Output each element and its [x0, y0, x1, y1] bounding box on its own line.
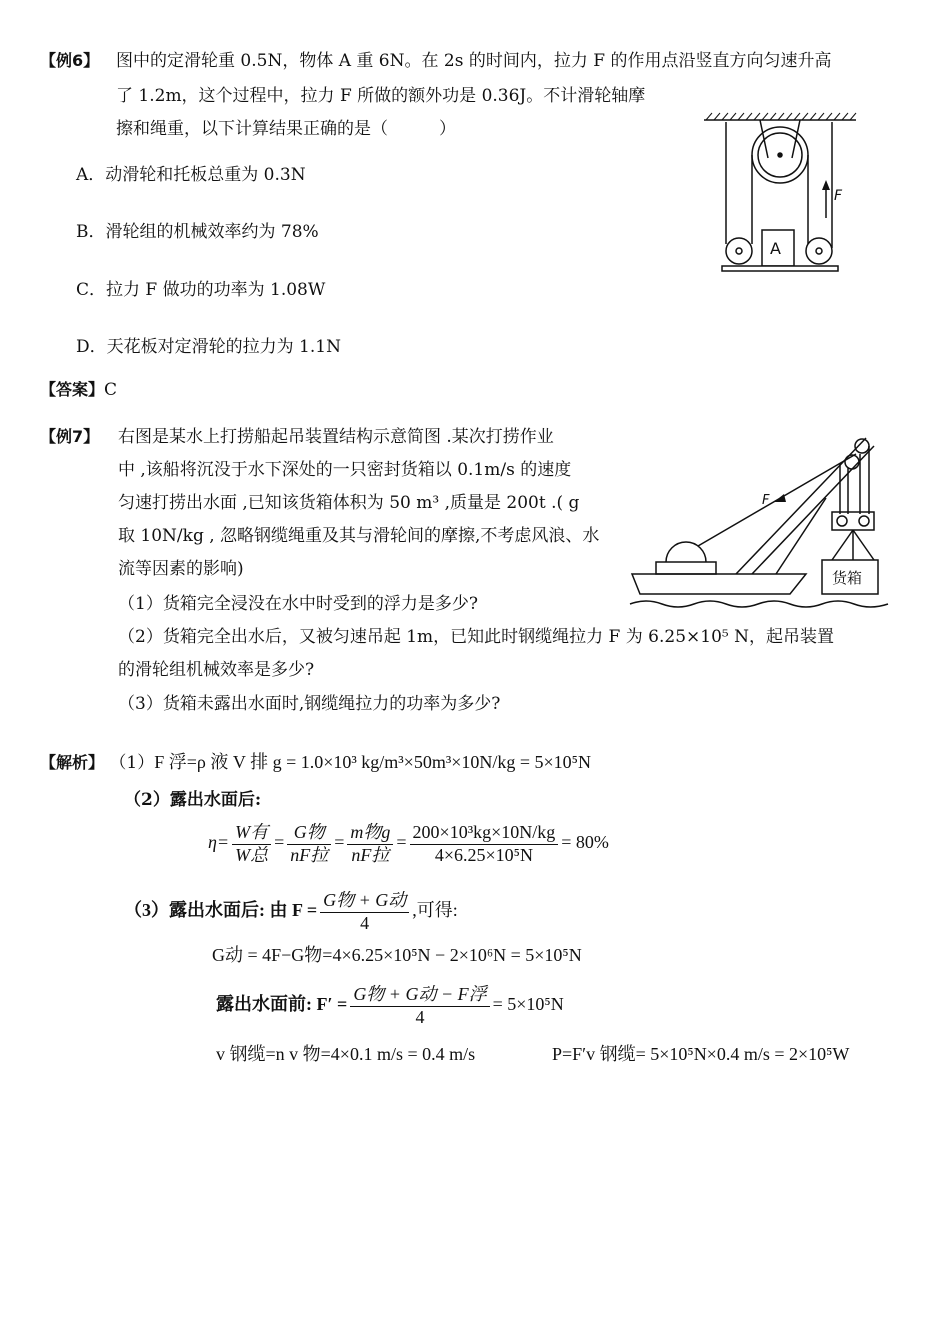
option-a: A．动滑轮和托板总重为 0.3N	[76, 165, 306, 185]
eta-rhs: = 80%	[561, 832, 609, 853]
fraction-values: $\frac{\text{200×10³kg×10N/kg}}{\text{4×6.25×10⁵N}}$	[410, 822, 559, 866]
answer-line	[40, 380, 117, 400]
option-c: C．拉力 F 做功的功率为 1.08W	[76, 280, 326, 300]
answer-tag: 【答案】	[40, 380, 105, 399]
fraction-g: $\frac{\text{G物}}{\text{nF拉}}$	[287, 822, 331, 866]
force-arrow-head	[822, 180, 830, 190]
example7-line2: 中 ,该船将沉没于水下深处的一只密封货箱以 0.1m/s 的速度	[118, 460, 572, 480]
solution-tag: 【解析】	[40, 753, 105, 772]
fraction-mg: $\frac{\text{m物g}}{\text{nF拉}}$	[347, 822, 393, 866]
movable-pulley-right	[806, 238, 832, 264]
fixed-pulley-axle	[778, 153, 782, 157]
answer-value: C	[104, 380, 118, 400]
question-2-line2: 的滑轮组机械效率是多少?	[118, 660, 315, 680]
movable-pulley-left	[726, 238, 752, 264]
tray	[722, 266, 838, 271]
example6-line3: 擦和绳重，以下计算结果正确的是（ ）	[116, 119, 456, 139]
eta-lhs: η=	[208, 832, 230, 853]
question-3: （3）货箱未露出水面时,钢缆绳拉力的功率为多少?	[118, 694, 501, 714]
solution-line1	[40, 752, 591, 774]
question-2-line1: （2）货箱完全出水后，又被匀速吊起 1m，已知此时钢缆绳拉力 F 为 6.25×10⁵ N，起吊装置	[118, 627, 834, 647]
fraction-f-prime: $\frac{\text{G物 + G动 − F浮}}{4}$	[350, 984, 489, 1028]
pulley-system-figure	[700, 108, 860, 276]
movable-pulley-right-axle	[816, 248, 822, 254]
before-prefix: 露出水面前: F′ =	[216, 994, 348, 1015]
fraction-f: $\frac{\text{G物 + G动}}{4}$	[320, 890, 409, 934]
efficiency-formula: η= $\frac{\text{W有}}{\text{W总}}$ = $\frac{\text{G物}}{\text{nF拉}}$ = $\frac{\text{m物g}}{\text{nF拉}}$ = $\frac{\text{200×10³kg×10N/kg}}{\text{4×6.25×10⁵N}}$ = 80%	[208, 822, 609, 865]
velocity-formula: v 钢缆=n v 物=4×0.1 m/s = 0.4 m/s	[216, 1044, 476, 1064]
winch-base	[656, 562, 716, 574]
fraction-w: $\frac{\text{W有}}{\text{W总}}$	[232, 822, 271, 866]
solution-p3-suffix: ,可得:	[412, 900, 458, 921]
example7-line3: 匀速打捞出水面 ,已知该货箱体积为 50 m³ ,质量是 200t .( g	[118, 493, 580, 513]
salvage-crane-figure	[626, 428, 898, 612]
example6-tag: 【例6】	[40, 51, 100, 70]
question-1: （1）货箱完全浸没在水中时受到的浮力是多少?	[118, 594, 478, 614]
solution-p1-prefix: （1）	[109, 753, 155, 773]
water-wave	[630, 601, 888, 607]
g-dong-formula: G动 = 4F−G物=4×6.25×10⁵N − 2×10⁶N = 5×10⁵N	[212, 945, 582, 965]
lower-pulley-2	[859, 516, 869, 526]
example6-line2: 了 1.2m，这个过程中，拉力 F 所做的额外功是 0.36J。不计滑轮轴摩	[116, 86, 646, 106]
buoyancy-formula: F 浮=ρ 液 V 排 g = 1.0×10³ kg/m³×50m³×10N/kg = 5×10⁵N	[154, 752, 591, 772]
solution-p3-prefix: （3）露出水面后: 由 F =	[124, 900, 318, 921]
cargo-box-label: 货箱	[832, 569, 863, 587]
sling-left	[832, 530, 853, 560]
example6-line1: 图中的定滑轮重 0.5N，物体 A 重 6N。在 2s 的时间内，拉力 F 的作用点沿竖直方向匀速升高	[116, 51, 832, 71]
example7-line1: 右图是某水上打捞船起吊装置结构示意简图 .某次打捞作业	[118, 427, 554, 447]
ship-hull	[632, 574, 806, 594]
solution-p2: （2）露出水面后:	[124, 790, 262, 810]
block-a-label: A	[770, 239, 781, 258]
force-arrow-head-7	[774, 494, 786, 502]
option-b: B．滑轮组的机械效率约为 78%	[76, 222, 319, 242]
sling-right	[853, 530, 874, 560]
boom-brace	[776, 498, 826, 574]
lower-pulley-block	[832, 512, 874, 530]
force-label-7: F	[762, 493, 770, 508]
option-d: D．天花板对定滑轮的拉力为 1.1N	[76, 337, 341, 357]
example7-line5: 流等因素的影响)	[118, 559, 244, 579]
boom-back	[752, 446, 874, 574]
solution-p3	[124, 890, 458, 934]
example7-tag: 【例7】	[40, 427, 100, 446]
power-formula: P=F′v 钢缆= 5×10⁵N×0.4 m/s = 2×10⁵W	[552, 1044, 850, 1064]
force-label: F	[834, 188, 843, 204]
lower-pulley-1	[837, 516, 847, 526]
movable-pulley-left-axle	[736, 248, 742, 254]
example7-line4: 取 10N/kg , 忽略钢缆绳重及其与滑轮间的摩擦,不考虑风浪、水	[118, 526, 600, 546]
before-rhs: = 5×10⁵N	[492, 994, 564, 1015]
ceiling-hatch	[706, 113, 856, 120]
before-surface-formula	[216, 984, 564, 1028]
